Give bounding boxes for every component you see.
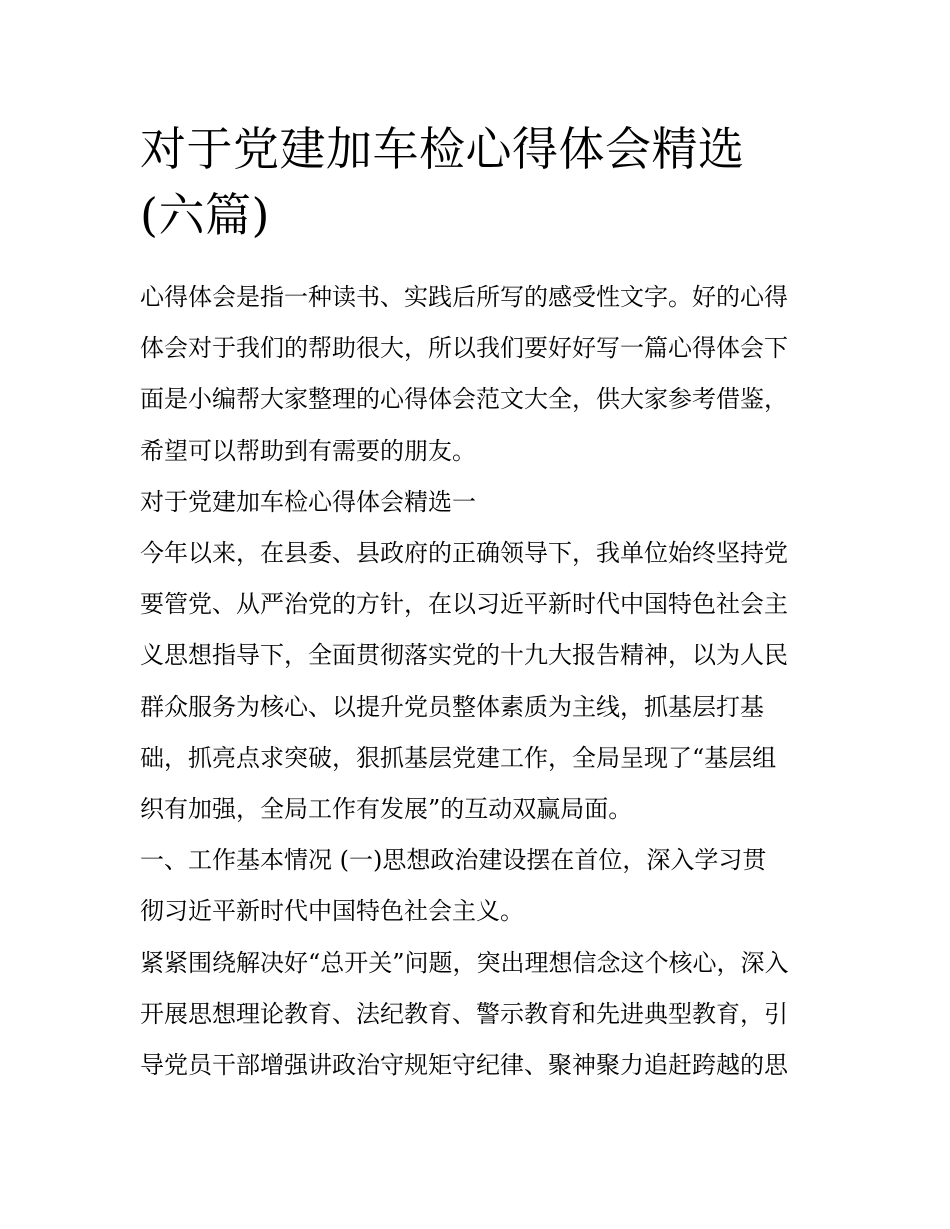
intro-line: 心得体会是指一种读书、实践后所写的感受性文字。好的心得 [140,283,788,311]
title-line: (六篇) [140,188,270,242]
paragraph-line: 导党员干部增强讲政治守规矩守纪律、聚神聚力追赶跨越的思 [140,1051,788,1080]
paragraph-line: 础，抓亮点求突破，狠抓基层党建工作，全局呈现了“基层组 [140,743,777,772]
paragraph-line: 开展思想理论教育、法纪教育、警示教育和先进典型教育，引 [140,999,788,1028]
subsection-line: 彻习近平新时代中国特色社会主义。 [140,897,524,926]
document-page [140,118,812,1091]
paragraph-line: 今年以来，在县委、县政府的正确领导下，我单位始终坚持党 [140,539,788,568]
intro-line: 面是小编帮大家整理的心得体会范文大全，供大家参考借鉴， [140,385,788,414]
paragraph-line: 义思想指导下，全面贯彻落实党的十九大报告精神，以为人民 [140,641,788,670]
subsection-line: 一、工作基本情况 (一)思想政治建设摆在首位，深入学习贯 [140,846,767,875]
paragraph-line: 紧紧围绕解决好“总开关”问题，突出理想信念这个核心，深入 [140,948,789,977]
document-title [140,118,812,246]
section-heading: 对于党建加车检心得体会精选一 [140,487,476,516]
intro-line: 体会对于我们的帮助很大，所以我们要好好写一篇心得体会下 [140,334,788,363]
intro-line: 希望可以帮助到有需要的朋友。 [140,436,476,465]
paragraph-line: 群众服务为核心、以提升党员整体素质为主线，抓基层打基 [140,692,764,721]
paragraph-line: 织有加强，全局工作有发展”的互动双赢局面。 [140,795,633,824]
document-body [140,272,812,1091]
paragraph-line: 要管党、从严治党的方针，在以习近平新时代中国特色社会主 [140,590,788,619]
title-line: 对于党建加车检心得体会精选 [140,122,745,176]
